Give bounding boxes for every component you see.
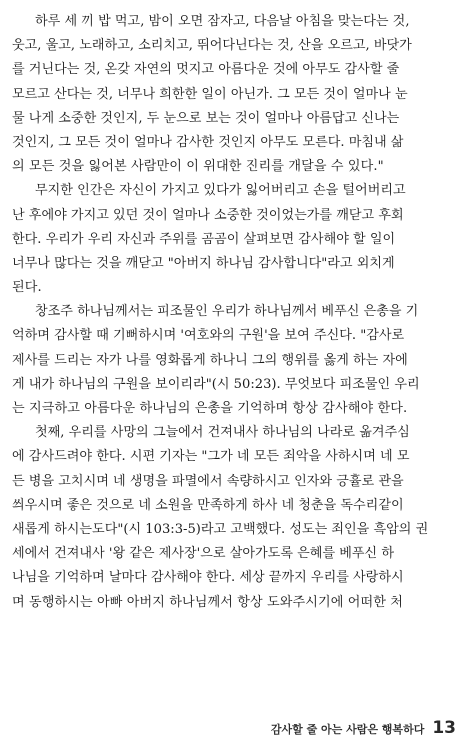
text-line: 의 모든 것을 잃어본 사람만이 이 위대한 진리를 개달을 수 있다." [12, 159, 384, 175]
text-line: 물 나게 소중한 것인지, 두 눈으로 보는 것이 얼마나 아름답고 신나는 [12, 110, 400, 126]
text-line: 창조주 하나님께서는 피조물인 우리가 하나님께서 베푸신 은총을 기 [35, 304, 419, 320]
text-line: 며 동행하시는 아빠 아버지 하나님께서 항상 도와주시기에 어떠한 처 [12, 594, 404, 610]
text-line: 웃고, 울고, 노래하고, 소리치고, 뛰어다닌다는 것, 산을 오르고, 바닷가 [12, 38, 412, 54]
text-line: 를 거닌다는 것, 온갖 자연의 멋지고 아름다운 것에 아무도 감사할 줄 [12, 62, 400, 78]
text-line: 된다. [12, 280, 42, 296]
text-line: 억하며 감사할 때 기뻐하시며 '여호와의 구원'을 보여 주신다. "감사로 [12, 328, 405, 344]
text-line: 세에서 건져내사 '왕 같은 제사장'으로 살아가도록 은혜를 베푸신 하 [12, 546, 395, 562]
paragraph [12, 10, 462, 179]
text-line: 모르고 산다는 것, 너무나 희한한 일이 아닌가. 그 모든 것이 얼마나 눈 [12, 86, 408, 102]
page-number: 13 [432, 718, 456, 738]
text-line: 한다. 우리가 우리 자신과 주위를 곰곰이 살펴보면 감사해야 할 일이 [12, 231, 396, 247]
text-line: 난 후에야 가지고 있던 것이 얼마나 소중한 것이었는가를 깨닫고 후회 [12, 207, 404, 223]
page-footer [271, 718, 456, 738]
text-line: 나님을 기억하며 날마다 감사해야 한다. 세상 끝까지 우리를 사랑하시 [12, 570, 404, 586]
text-line: 에 감사드려야 한다. 시편 기자는 "그가 네 모든 죄악을 사하시며 네 모 [12, 449, 410, 465]
text-line: 제사를 드리는 자가 나를 영화롭게 하나니 그의 행위를 옳게 하는 자에 [12, 352, 408, 368]
text-line: 첫째, 우리를 사망의 그늘에서 건져내사 하나님의 나라로 옮겨주심 [35, 425, 410, 441]
body-text [12, 10, 462, 615]
text-line: 너무나 많다는 것을 깨닫고 "아버지 하나님 감사합니다"라고 외치게 [12, 255, 395, 271]
text-line: 는 지극하고 아름다운 하나님의 은총을 기억하며 항상 감사해야 한다. [12, 401, 408, 416]
paragraph [12, 300, 462, 421]
running-head: 감사할 줄 아는 사람은 행복하다 [270, 723, 425, 736]
text-line: 것인지, 그 모든 것이 얼마나 감사한 것인지 아무도 모른다. 마침내 삶 [12, 134, 404, 150]
text-line: 씌우시며 좋은 것으로 네 소원을 만족하게 하사 네 청춘을 독수리같이 [12, 497, 404, 513]
paragraph [12, 179, 462, 300]
text-line: 든 병을 고치시며 네 생명을 파멸에서 속량하시고 인자와 긍휼로 관을 [12, 473, 404, 489]
paragraph [12, 421, 462, 615]
text-line: 새롭게 하시는도다"(시 103:3-5)라고 고백했다. 성도는 죄인을 흑암의 권 [12, 521, 429, 537]
text-line: 게 내가 하나님의 구원을 보이리라"(시 50:23). 무엇보다 피조물인 우리 [12, 376, 420, 392]
text-line: 무지한 인간은 자신이 가지고 있다가 잃어버리고 손을 털어버리고 [35, 183, 406, 199]
text-line: 하루 세 끼 밥 먹고, 밤이 오면 잠자고, 다음날 아침을 맞는다는 것, [35, 14, 410, 29]
